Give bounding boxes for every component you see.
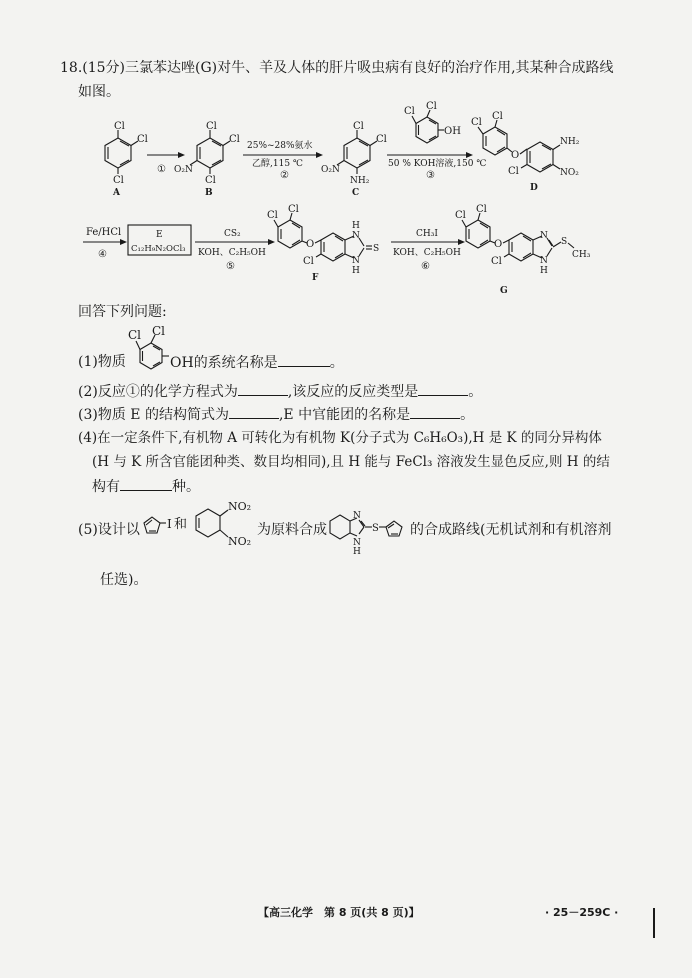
g-ch3: CH₃ (572, 250, 591, 260)
f-n-2: N (352, 256, 360, 266)
q3-b: ,E 中官能团的名称是 (278, 407, 411, 423)
q3-text (78, 404, 474, 425)
c-cl-2: Cl (376, 134, 387, 145)
compound-c (321, 121, 387, 198)
q1-prefix: (1)物质 (78, 354, 126, 370)
compound-a (105, 121, 148, 198)
q2-end: 。 (468, 384, 483, 400)
e-formula: C₁₂H₉N₂OCl₃ (131, 244, 186, 254)
reagent-oh: OH (444, 126, 461, 137)
f-n-1: N (352, 231, 360, 241)
label-c: C (352, 188, 360, 198)
c-no2: O₂N (321, 165, 340, 175)
q4-line-2: (H 与 K 所含官能团种类、数目均相同),且 H 能与 FeCl₃ 溶液发生显色反应,则 H 的结 (92, 454, 610, 470)
label-b: B (205, 188, 213, 198)
q5-iodine: I (167, 517, 172, 531)
q3-answer-blank-2[interactable] (410, 404, 460, 419)
f-s: S (373, 244, 380, 254)
step-5-reagent-top: CS₂ (224, 229, 241, 239)
c-nh2: NH₂ (350, 176, 370, 186)
q1-end: 。 (329, 355, 344, 371)
b-cl-3: Cl (205, 175, 216, 186)
q5-no2-1: NO₂ (228, 500, 252, 513)
q1-text (170, 352, 344, 373)
q1-cl-2: Cl (152, 324, 166, 338)
q2-text (78, 381, 482, 402)
step-1-num: ① (157, 164, 166, 175)
q5-h: H (353, 547, 361, 555)
q1-answer-blank[interactable] (278, 352, 330, 367)
q5-and: 和 (174, 517, 188, 532)
label-g: G (500, 286, 508, 296)
compound-f (267, 204, 379, 283)
step-6-num: ⑥ (421, 261, 430, 272)
q5-mid: 为原料合成 (257, 522, 327, 538)
step-5-num: ⑤ (226, 261, 235, 272)
f-cl-1: Cl (267, 210, 278, 221)
q1-suffix: 的系统名称是 (193, 355, 278, 371)
b-cl-1: Cl (206, 121, 217, 132)
a-cl-1: Cl (114, 121, 125, 132)
f-cl-3: Cl (303, 256, 314, 267)
step-3-num: ③ (426, 170, 435, 181)
g-s: S (561, 237, 568, 247)
q5-n-2: N (353, 538, 361, 548)
a-cl-3: Cl (113, 175, 124, 186)
label-f: F (312, 273, 319, 283)
question-line-1: 18.(15分)三氯苯达唑(G)对牛、羊及人体的肝片吸虫病有良好的治疗作用,其某种合成路线 (60, 60, 614, 76)
step-5-reagent-bottom: KOH、C₂H₅OH (198, 248, 266, 258)
step-4-reagent: Fe/HCl (86, 227, 122, 238)
g-h: H (540, 266, 548, 276)
e-label: E (156, 230, 163, 240)
compound-d (471, 111, 580, 193)
g-cl-3: Cl (491, 256, 502, 267)
q5-n-1: N (353, 511, 361, 521)
a-cl-2: Cl (137, 134, 148, 145)
f-o: O (306, 239, 315, 250)
f-cl-2: Cl (288, 204, 299, 215)
step-3-reagent-bottom: 50 % KOH溶液,150 ℃ (388, 159, 487, 169)
d-cl-3: Cl (508, 166, 519, 177)
step-4-num: ④ (98, 249, 107, 260)
q3-answer-blank-1[interactable] (229, 404, 279, 419)
f-h-1: H (352, 221, 360, 231)
q4-line-3 (92, 476, 200, 497)
b-no2: O₂N (174, 165, 193, 175)
d-cl-2: Cl (492, 111, 503, 122)
step-6-reagent-top: CH₃I (416, 229, 438, 239)
d-o: O (511, 150, 520, 161)
q3-end: 。 (460, 407, 475, 423)
question-line-2: 如图。 (78, 84, 120, 100)
q5-target (326, 505, 416, 555)
step-2-reagent-top: 25%~28%氨水 (247, 141, 313, 151)
q5-line-2: 任选)。 (100, 572, 148, 588)
q4-line-1: (4)在一定条件下,有机物 A 可转化为有机物 K(分子式为 C₆H₆O₃),H 是 K 的同分异构体 (78, 430, 602, 446)
q4-line3-b: 种。 (172, 479, 200, 495)
step-2-reagent-bottom: 乙醇,115 ℃ (252, 159, 303, 169)
footer-page-info: 【高三化学 第 8 页(共 8 页)】 (258, 906, 420, 919)
f-h-2: H (352, 266, 360, 276)
q5-prefix: (5)设计以 (78, 522, 140, 538)
q5-no2-2: NO₂ (228, 535, 252, 548)
q2-a: (2)反应①的化学方程式为 (78, 384, 238, 400)
g-cl-2: Cl (476, 204, 487, 215)
b-cl-2: Cl (229, 134, 240, 145)
questions-intro: 回答下列问题: (78, 304, 167, 320)
q4-line3-a: 构有 (92, 479, 120, 495)
d-cl-1: Cl (471, 117, 482, 128)
dichlorophenol-reagent (404, 101, 461, 143)
q4-answer-blank[interactable] (120, 476, 172, 491)
g-cl-1: Cl (455, 210, 466, 221)
step-2-num: ② (280, 170, 289, 181)
q2-answer-blank-1[interactable] (238, 381, 288, 396)
margin-mark (653, 908, 655, 938)
compound-b (174, 121, 240, 198)
q1-oh: OH (170, 355, 194, 371)
q2-b: ,该反应的反应类型是 (287, 384, 419, 400)
q1-cl-1: Cl (128, 328, 142, 342)
g-o: O (494, 239, 503, 250)
footer-code: · 25－259C · (545, 906, 619, 919)
compound-g (455, 204, 591, 296)
reagent-cl-2: Cl (426, 101, 437, 112)
g-n-2: N (540, 256, 548, 266)
d-nh2: NH₂ (560, 137, 580, 147)
label-d: D (530, 183, 538, 193)
reagent-cl-1: Cl (404, 106, 415, 117)
d-no2: NO₂ (560, 168, 579, 178)
step-6-reagent-bottom: KOH、C₂H₅OH (393, 248, 461, 258)
g-n-1: N (540, 231, 548, 241)
q2-answer-blank-2[interactable] (418, 381, 468, 396)
c-cl-1: Cl (353, 121, 364, 132)
q5-suffix: 的合成路线(无机试剂和有机溶剂 (410, 522, 612, 538)
q3-a: (3)物质 E 的结构简式为 (78, 407, 229, 423)
q5-s: S (372, 523, 379, 534)
label-a: A (113, 188, 120, 198)
